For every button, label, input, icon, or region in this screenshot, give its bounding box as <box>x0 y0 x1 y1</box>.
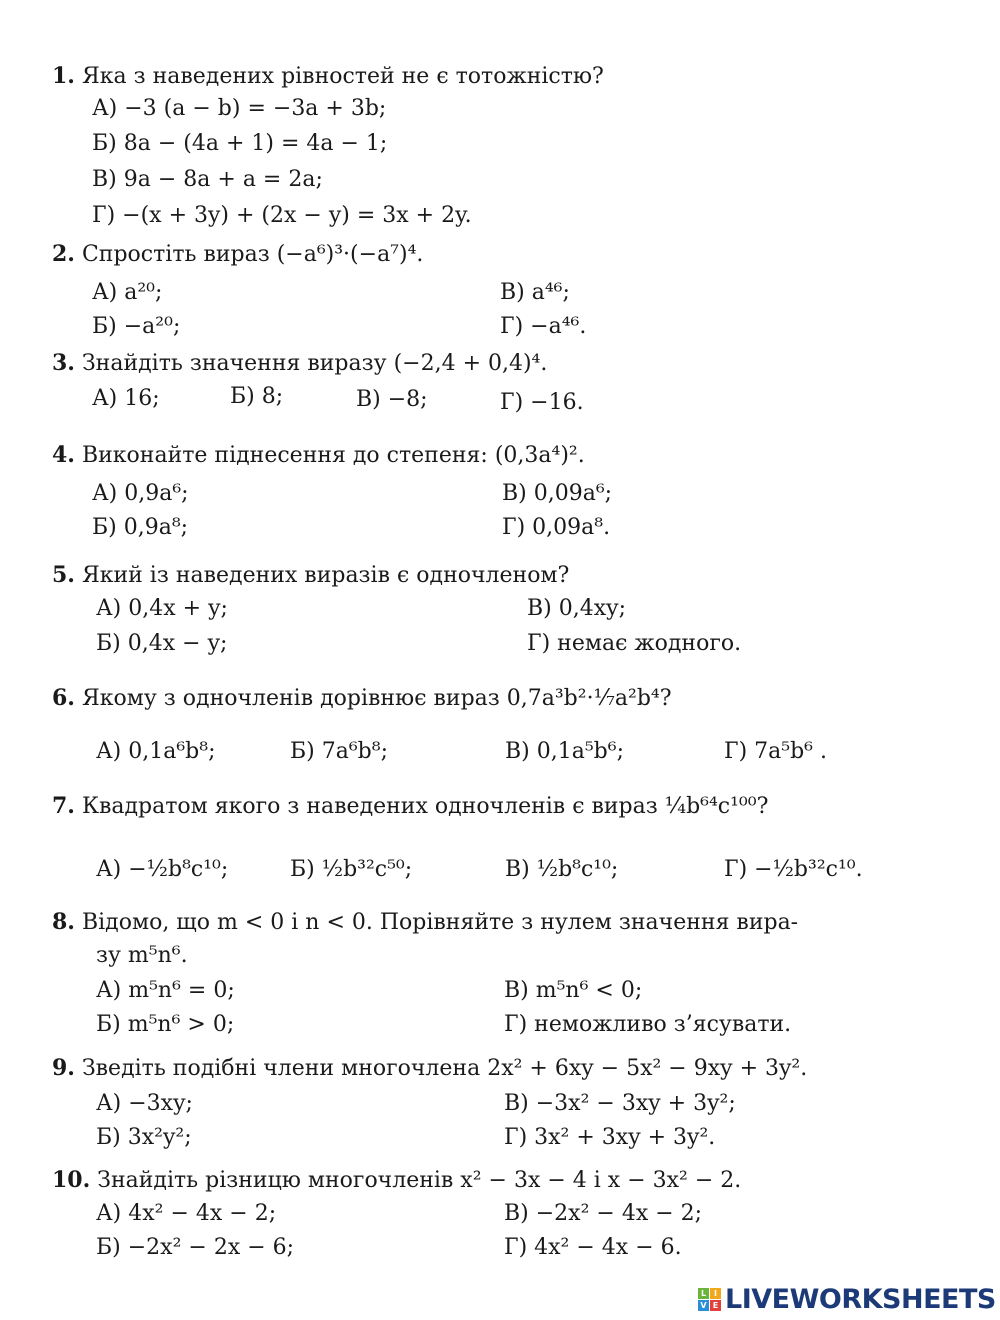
question-text: Спростіть вираз (−a⁶)³·(−a⁷)⁴. <box>81 242 424 267</box>
answer-option[interactable] <box>504 1011 791 1039</box>
question-2-title <box>52 240 423 269</box>
option-label: В) <box>504 1201 529 1226</box>
question-number: 8. <box>52 909 75 935</box>
answer-option[interactable] <box>92 166 323 194</box>
answer-option[interactable] <box>504 1200 702 1228</box>
option-label: Г) <box>504 1235 528 1260</box>
option-label: А) <box>96 1091 122 1116</box>
option-label: В) <box>504 978 529 1003</box>
option-text: m⁵n⁶ < 0; <box>535 978 643 1003</box>
option-label: Г) <box>504 1125 528 1150</box>
option-text: немає жодного. <box>557 631 742 656</box>
option-label: В) <box>92 167 117 192</box>
option-label: А) <box>96 596 122 621</box>
option-text: 0,9a⁸; <box>123 515 189 540</box>
option-text: −8; <box>387 387 428 412</box>
question-text: Виконайте піднесення до степеня: (0,3a⁴)². <box>81 443 585 468</box>
answer-option[interactable] <box>504 1234 682 1262</box>
option-text: a²⁰; <box>124 280 163 305</box>
question-number: 5. <box>52 562 75 588</box>
answer-option[interactable] <box>96 1234 294 1262</box>
question-number: 6. <box>52 685 75 711</box>
option-text: 0,09a⁸. <box>532 515 611 540</box>
option-text: 0,09a⁶; <box>533 481 613 506</box>
answer-option[interactable] <box>500 279 570 307</box>
option-text: −(x + 3y) + (2x − y) = 3x + 2y. <box>122 203 472 228</box>
question-5-title <box>52 561 569 590</box>
question-text: Знайдіть різницю многочленів x² − 3x − 4 і x − 3x² − 2. <box>97 1168 742 1193</box>
liveworksheets-logo <box>698 1284 996 1315</box>
option-text: ½b³²c⁵⁰; <box>321 857 413 882</box>
option-text: 0,4x + y; <box>128 596 228 621</box>
option-label: В) <box>356 387 381 412</box>
question-number: 10. <box>52 1167 91 1193</box>
answer-option[interactable] <box>230 383 283 411</box>
option-text: 16; <box>124 386 160 411</box>
option-label: Г) <box>500 314 524 339</box>
question-text: Відомо, що m < 0 і n < 0. Порівняйте з нулем значення вира- <box>81 910 799 935</box>
answer-option[interactable] <box>96 1124 192 1152</box>
question-number: 2. <box>52 241 75 267</box>
answer-option[interactable] <box>356 386 428 414</box>
option-label: Б) <box>96 1012 121 1037</box>
answer-option[interactable] <box>92 95 386 123</box>
option-label: Б) <box>290 857 315 882</box>
answer-option[interactable] <box>96 630 227 658</box>
option-text: 3x² + 3xy + 3y². <box>534 1125 716 1150</box>
question-number: 3. <box>52 350 75 376</box>
answer-option[interactable] <box>504 977 642 1005</box>
answer-option[interactable] <box>504 1090 736 1118</box>
option-label: В) <box>504 1091 529 1116</box>
answer-option[interactable] <box>92 514 188 542</box>
option-text: −16. <box>530 390 584 415</box>
answer-option[interactable] <box>92 480 189 508</box>
answer-option[interactable] <box>505 738 624 766</box>
option-text: m⁵n⁶ = 0; <box>128 978 235 1003</box>
option-label: Б) <box>92 314 117 339</box>
option-label: В) <box>505 739 530 764</box>
option-label: В) <box>505 857 530 882</box>
answer-option[interactable] <box>92 279 162 307</box>
option-text: 7a⁶b⁸; <box>321 739 388 764</box>
question-text: Квадратом якого з наведених одночленів є вираз ¼b⁶⁴c¹⁰⁰? <box>81 794 769 819</box>
option-label: Г) <box>724 739 748 764</box>
answer-option[interactable] <box>96 1011 234 1039</box>
answer-option[interactable] <box>96 595 228 623</box>
question-text: Який із наведених виразів є одночленом? <box>81 563 570 588</box>
option-label: Г) <box>500 390 524 415</box>
option-label: Б) <box>92 515 117 540</box>
question-number: 7. <box>52 793 75 819</box>
answer-option[interactable] <box>96 738 216 766</box>
answer-option[interactable] <box>92 313 180 341</box>
question-text: Яка з наведених рівностей не є тотожністю? <box>81 64 604 89</box>
option-text: 3x²y²; <box>127 1125 192 1150</box>
question-8-title-cont: зу m⁵n⁶. <box>96 943 188 968</box>
option-label: А) <box>96 739 122 764</box>
question-text: Зведіть подібні члени многочлена 2x² + 6xy − 5x² − 9xy + 3y². <box>81 1056 808 1081</box>
logo-text: LIVEWORKSHEETS <box>725 1284 996 1315</box>
answer-option[interactable] <box>502 480 612 508</box>
question-6-title <box>52 684 672 713</box>
option-text: 0,4x − y; <box>127 631 228 656</box>
question-number: 9. <box>52 1055 75 1081</box>
option-text: 0,1a⁵b⁶; <box>536 739 624 764</box>
option-text: a⁴⁶; <box>531 280 570 305</box>
option-text: 8; <box>261 384 284 409</box>
option-text: −3x² − 3xy + 3y²; <box>535 1091 736 1116</box>
option-text: −3 (a − b) = −3a + 3b; <box>124 96 387 121</box>
answer-option[interactable] <box>504 1124 715 1152</box>
option-label: А) <box>92 386 118 411</box>
answer-option[interactable] <box>92 130 387 158</box>
question-9-title <box>52 1054 807 1083</box>
option-text: −2x² − 2x − 6; <box>127 1235 295 1260</box>
answer-option[interactable] <box>724 738 827 766</box>
option-text: −½b³²c¹⁰. <box>754 857 863 882</box>
option-label: Б) <box>230 384 255 409</box>
option-label: А) <box>92 96 118 121</box>
question-text: Знайдіть значення виразу (−2,4 + 0,4)⁴. <box>81 351 548 376</box>
option-label: А) <box>96 1201 122 1226</box>
option-text: 0,1a⁶b⁸; <box>128 739 216 764</box>
option-text: неможливо з’ясувати. <box>534 1012 792 1037</box>
answer-option[interactable] <box>96 977 235 1005</box>
option-text: ½b⁸c¹⁰; <box>536 857 619 882</box>
option-label: Б) <box>92 131 117 156</box>
option-label: Г) <box>724 857 748 882</box>
answer-option[interactable] <box>96 1090 193 1118</box>
option-label: В) <box>527 596 552 621</box>
option-text: −a²⁰; <box>123 314 181 339</box>
option-text: 9a − 8a + a = 2a; <box>123 167 323 192</box>
option-text: 0,9a⁶; <box>124 481 189 506</box>
answer-option[interactable] <box>527 630 741 658</box>
live-blocks-icon: L I V E <box>698 1288 721 1311</box>
answer-option[interactable] <box>290 738 388 766</box>
option-label: Б) <box>96 1125 121 1150</box>
answer-option[interactable] <box>500 389 584 417</box>
question-7-title <box>52 792 768 821</box>
question-text: Якому з одночленів дорівнює вираз 0,7a³b²·⅐a²b⁴? <box>81 686 672 711</box>
answer-option[interactable] <box>92 385 160 413</box>
question-number: 4. <box>52 442 75 468</box>
answer-option[interactable] <box>500 313 586 341</box>
option-label: А) <box>92 280 118 305</box>
question-10-title <box>52 1166 741 1195</box>
question-8-title <box>52 908 798 937</box>
answer-option[interactable] <box>290 856 412 884</box>
option-label: А) <box>96 857 122 882</box>
option-text: −½b⁸c¹⁰; <box>128 857 229 882</box>
question-number: 1. <box>52 63 75 89</box>
answer-option[interactable] <box>724 856 863 884</box>
question-3-title <box>52 349 547 378</box>
answer-option[interactable] <box>96 1200 276 1228</box>
option-label: В) <box>500 280 525 305</box>
option-text: −2x² − 4x − 2; <box>535 1201 703 1226</box>
option-label: Г) <box>504 1012 528 1037</box>
option-label: Г) <box>527 631 551 656</box>
option-text: −3xy; <box>128 1091 193 1116</box>
option-text: −a⁴⁶. <box>530 314 587 339</box>
question-4-title <box>52 441 585 470</box>
option-text: 7a⁵b⁶ . <box>754 739 827 764</box>
option-text: 8a − (4a + 1) = 4a − 1; <box>123 131 388 156</box>
option-label: Б) <box>96 1235 121 1260</box>
option-text: 4x² − 4x − 6. <box>534 1235 682 1260</box>
option-label: Г) <box>502 515 526 540</box>
answer-option[interactable] <box>92 202 472 230</box>
answer-option[interactable] <box>96 856 228 884</box>
answer-option[interactable] <box>527 595 626 623</box>
option-label: Б) <box>290 739 315 764</box>
option-text: m⁵n⁶ > 0; <box>127 1012 235 1037</box>
question-1-title <box>52 62 604 91</box>
option-label: Г) <box>92 203 116 228</box>
option-label: А) <box>96 978 122 1003</box>
option-label: Б) <box>96 631 121 656</box>
answer-option[interactable] <box>505 856 618 884</box>
option-label: В) <box>502 481 527 506</box>
option-label: А) <box>92 481 118 506</box>
answer-option[interactable] <box>502 514 610 542</box>
option-text: 4x² − 4x − 2; <box>128 1201 277 1226</box>
option-text: 0,4xy; <box>558 596 626 621</box>
